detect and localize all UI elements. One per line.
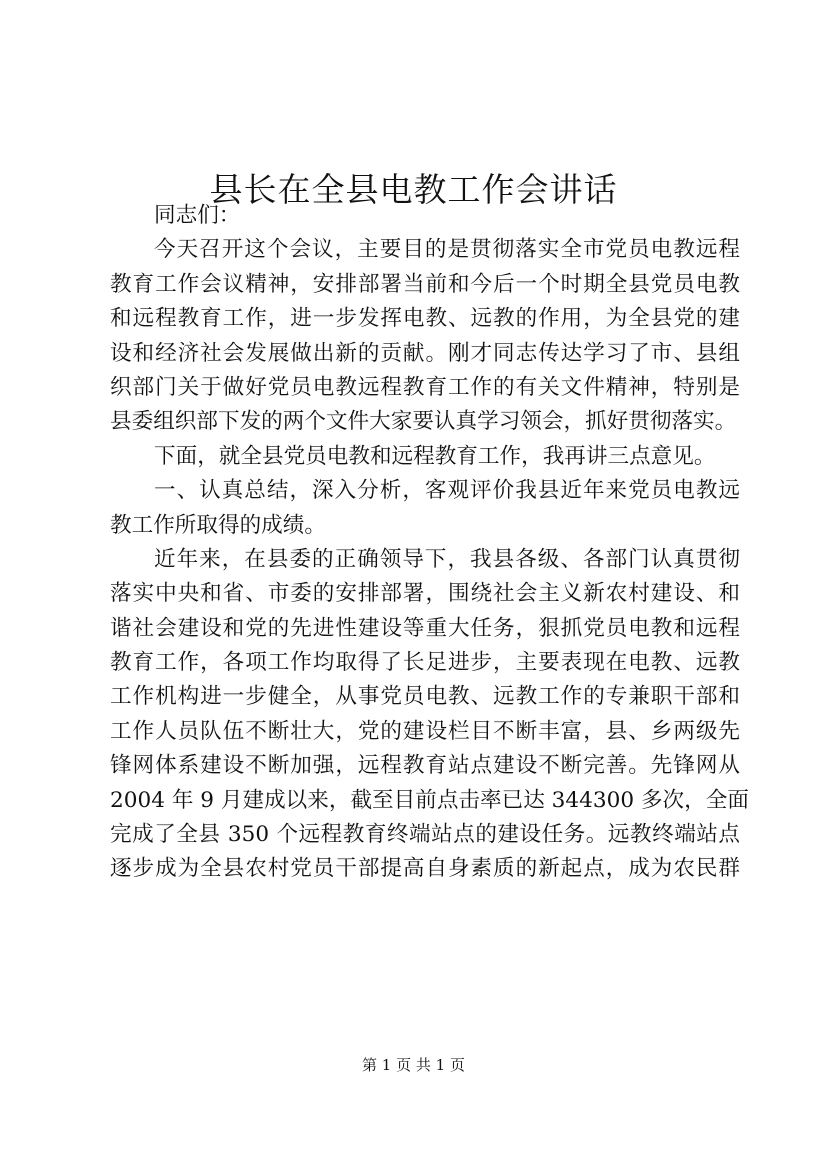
text-line: 落实中央和省、市委的安排部署，围绕社会主义新农村建设、和 xyxy=(110,581,740,607)
text-line: 一、认真总结，深入分析，客观评价我县近年来党员电教远 xyxy=(154,478,740,504)
text-line: 设和经济社会发展做出新的贡献。刚才同志传达学习了市、县组 xyxy=(110,340,740,366)
text-line: 2004 年 9 月建成以来，截至目前点击率已达 344300 多次，全面 xyxy=(110,787,749,813)
text-line: 锋网体系建设不断加强，远程教育站点建设不断完善。先锋网从 xyxy=(110,753,740,779)
document-body xyxy=(110,199,749,887)
text-line: 今天召开这个会议，主要目的是贯彻落实全市党员电教远程 xyxy=(154,237,740,263)
text-line: 工作人员队伍不断壮大，党的建设栏目不断丰富，县、乡两级先 xyxy=(110,718,740,744)
text-line: 教育工作会议精神，安排部署当前和今后一个时期全县党员电教 xyxy=(110,271,740,297)
text-line: 谐社会建设和党的先进性建设等重大任务，狠抓党员电教和远程 xyxy=(110,615,740,641)
text-line: 完成了全县 350 个远程教育终端站点的建设任务。远教终端站点 xyxy=(110,822,740,848)
text-line: 织部门关于做好党员电教远程教育工作的有关文件精神，特别是 xyxy=(110,374,740,400)
text-line: 和远程教育工作，进一步发挥电教、远教的作用，为全县党的建 xyxy=(110,306,740,332)
text-line: 下面，就全县党员电教和远程教育工作，我再讲三点意见。 xyxy=(154,443,716,469)
text-line: 教育工作，各项工作均取得了长足进步，主要表现在电教、远教 xyxy=(110,650,740,676)
text-line: 逐步成为全县农村党员干部提高自身素质的新起点，成为农民群 xyxy=(110,856,740,882)
text-line: 近年来，在县委的正确领导下，我县各级、各部门认真贯彻 xyxy=(154,546,740,572)
text-line: 工作机构进一步健全，从事党员电教、远教工作的专兼职干部和 xyxy=(110,684,740,710)
text-line: 同志们： xyxy=(154,203,241,228)
page-title: 县长在全县电教工作会讲话 xyxy=(209,170,618,210)
page-footer: 第 1 页 共 1 页 xyxy=(362,1056,465,1074)
text-line: 教工作所取得的成绩。 xyxy=(110,512,326,538)
text-line: 县委组织部下发的两个文件大家要认真学习领会，抓好贯彻落实。 xyxy=(110,409,737,435)
